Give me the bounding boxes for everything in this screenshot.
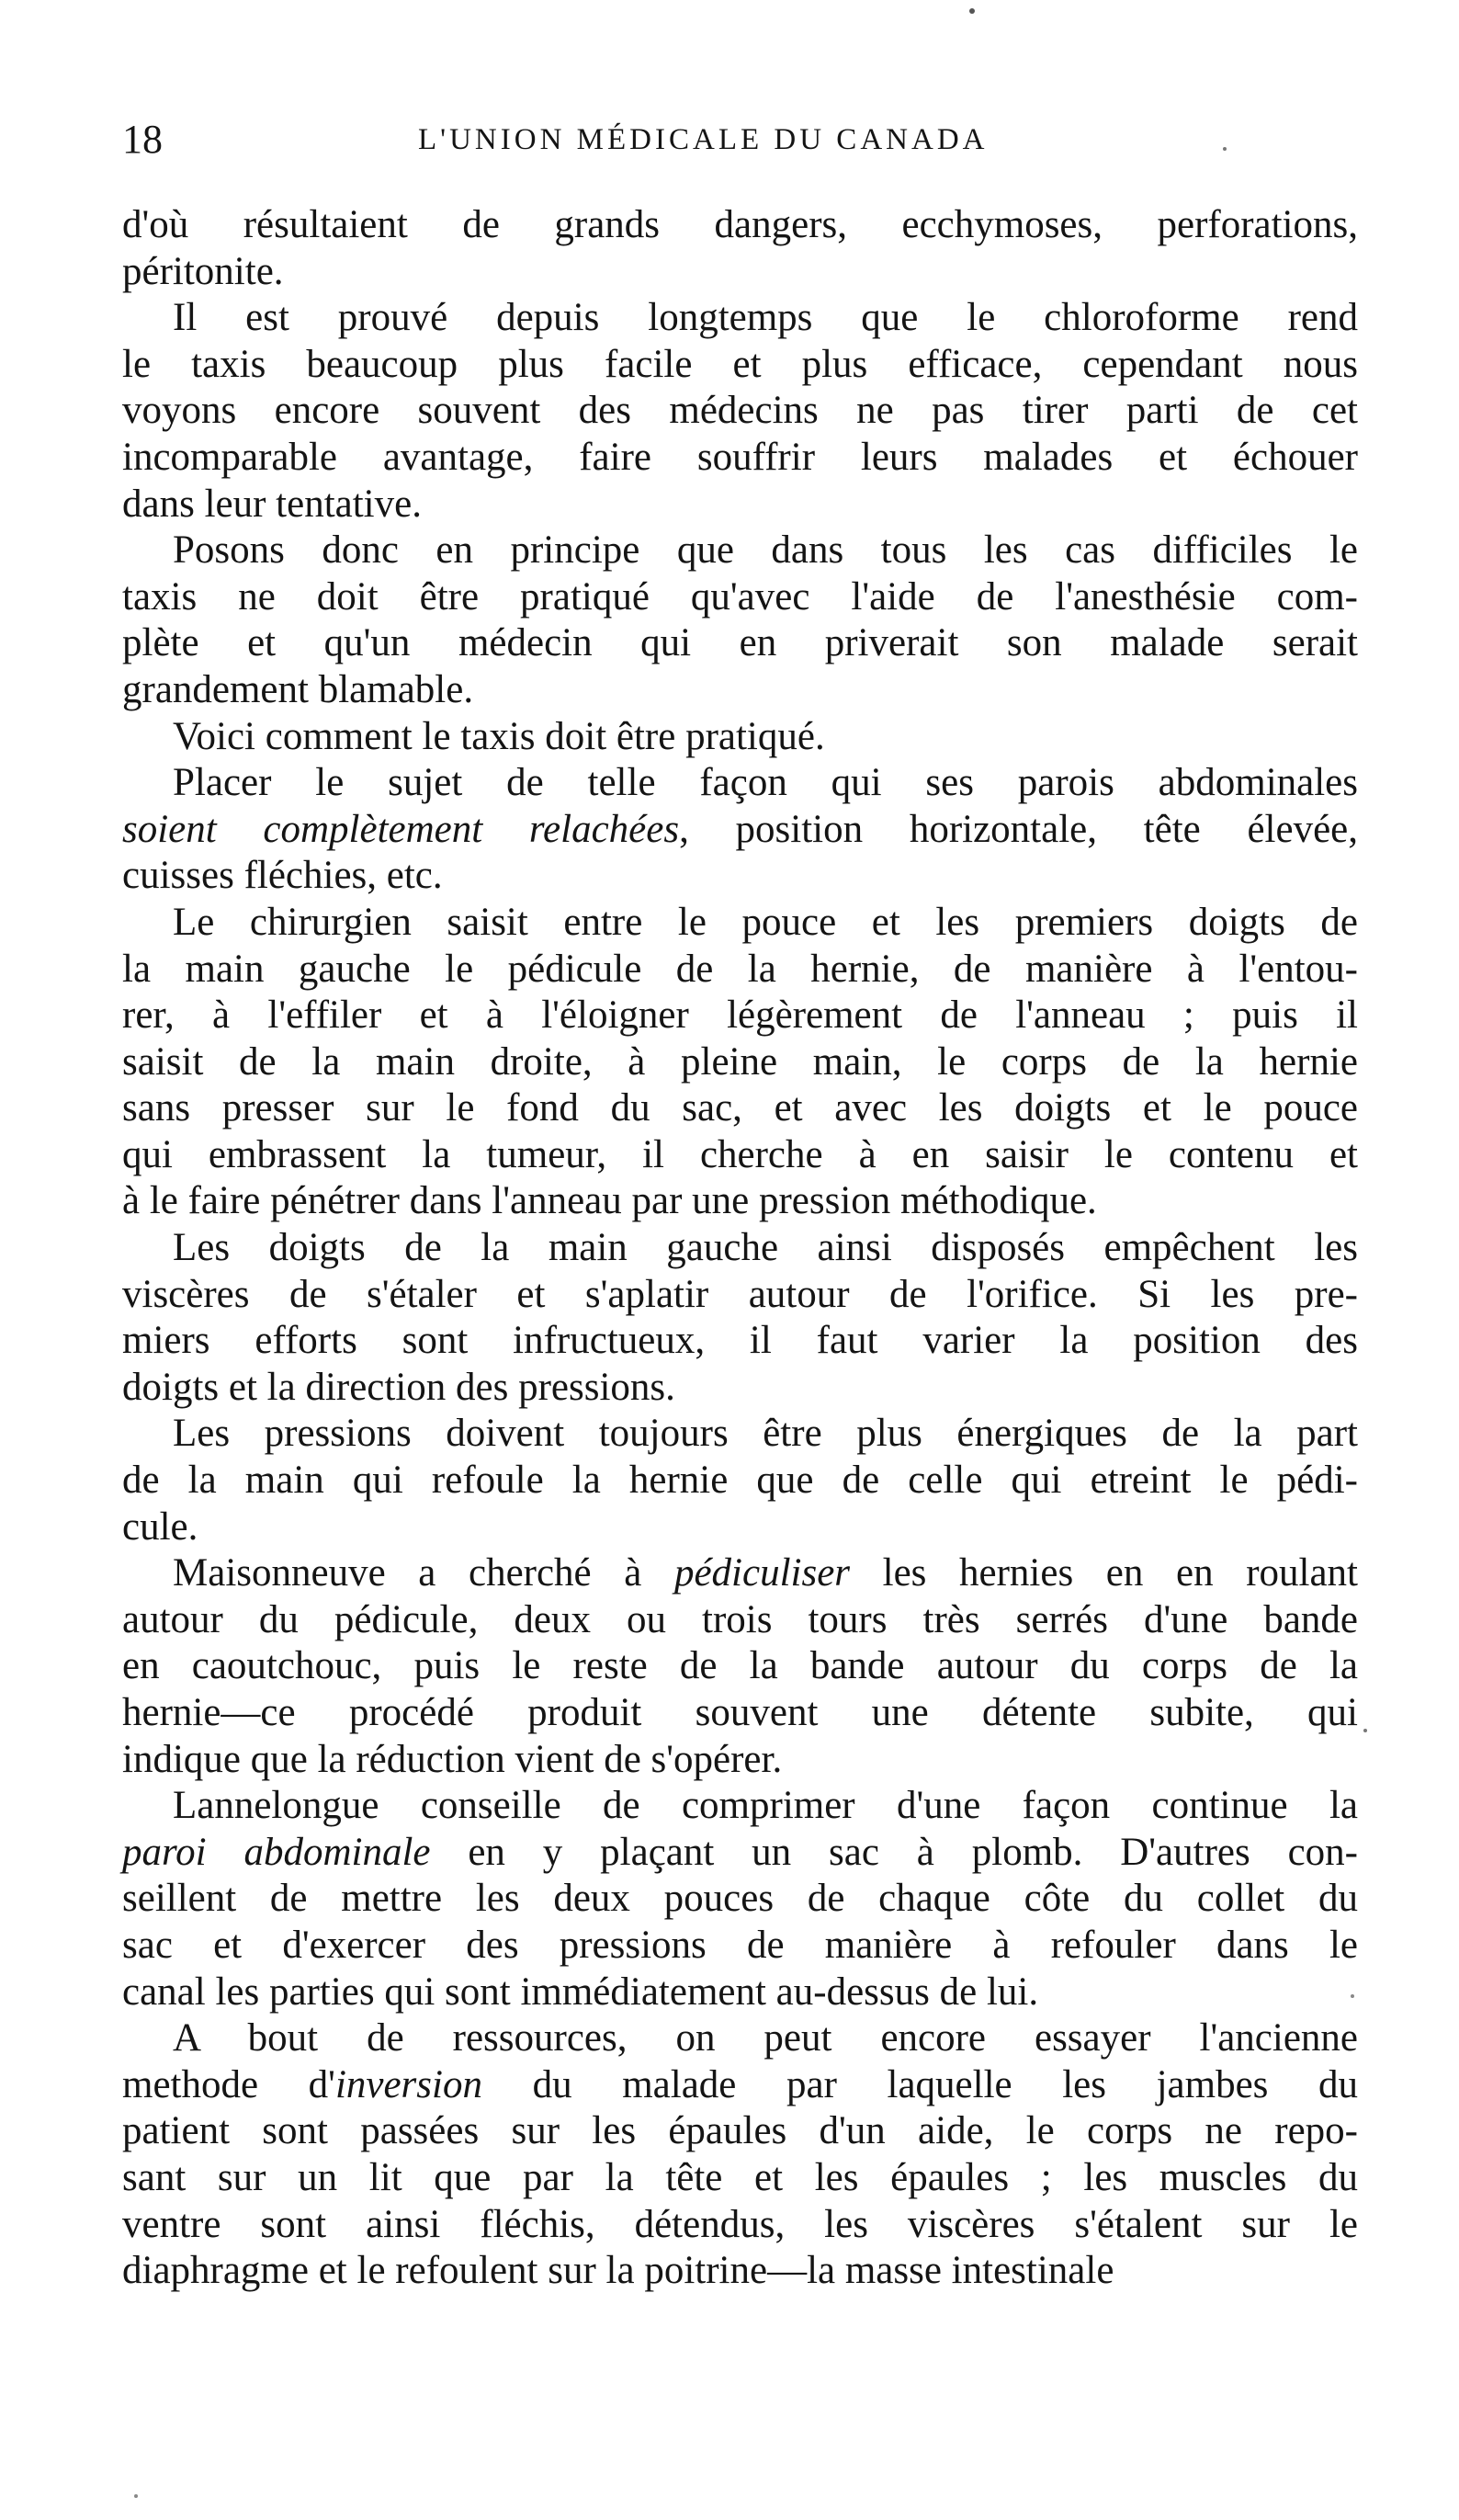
paragraph xyxy=(122,2015,1358,2295)
body-text xyxy=(122,202,1358,2295)
text-line: Posons donc en principe que dans tous les cas difficiles le xyxy=(173,528,1358,573)
text-line: Il est prouvé depuis longtemps que le chloroforme rend xyxy=(173,296,1358,340)
paragraph xyxy=(122,295,1358,528)
text-line: cule. xyxy=(122,1504,198,1549)
ink-speck xyxy=(969,8,975,14)
text-line: Les doigts de la main gauche ainsi disposés empêchent les xyxy=(173,1226,1358,1270)
text-line: incomparable avantage, faire souffrir leurs malades et échouer xyxy=(122,435,1358,479)
text-line: Les pressions doivent toujours être plus énergiques de la part xyxy=(173,1412,1358,1456)
running-head: L'UNION MÉDICALE DU CANADA xyxy=(418,123,989,156)
text-line: en caoutchouc, puis le reste de la bande autour du corps de la xyxy=(122,1644,1358,1688)
italic-phrase: soient complètement relachées xyxy=(122,807,680,851)
text-line: voyons encore souvent des médecins ne pas tirer parti de cet xyxy=(122,389,1358,433)
page-header xyxy=(122,112,1358,167)
ink-speck xyxy=(1363,1729,1367,1732)
italic-phrase: inversion xyxy=(334,2062,482,2106)
text-line: qui embrassent la tumeur, il cherche à en saisir le contenu et xyxy=(122,1132,1358,1176)
text-line: rer, à l'effiler et à l'éloigner légèrement de l'anneau ; puis il xyxy=(122,993,1358,1038)
page-number: 18 xyxy=(122,117,163,162)
text-line: paroi abdominale en y plaçant un sac à plomb. D'autres con- xyxy=(122,1830,1358,1874)
text-line: diaphragme et le refoulent sur la poitrine—la masse intestinale xyxy=(122,2249,1114,2293)
text-line: methode d'inversion du malade par laquelle les jambes du xyxy=(122,2062,1359,2106)
text-line: canal les parties qui sont immédiatement au-dessus de lui. xyxy=(122,1969,1039,2014)
text-line: plète et qu'un médecin qui en priverait son malade serait xyxy=(122,621,1358,665)
text-line: dans leur tentative. xyxy=(122,482,422,526)
text-line: Voici comment le taxis doit être pratiqué. xyxy=(173,714,825,758)
text-line: sant sur un lit que par la tête et les épaules ; les muscles du xyxy=(122,2155,1358,2199)
paragraph xyxy=(122,760,1358,900)
text-line: à le faire pénétrer dans l'anneau par une pression méthodique. xyxy=(122,1179,1097,1223)
text-line: Lannelongue conseille de comprimer d'une façon continue la xyxy=(173,1784,1358,1828)
text-line: grandement blamable. xyxy=(122,667,474,711)
paragraph xyxy=(122,1783,1358,2015)
text-line: A bout de ressources, on peut encore essayer l'ancienne xyxy=(173,2016,1358,2060)
text-line: indique que la réduction vient de s'opérer. xyxy=(122,1737,783,1781)
text-line: sans presser sur le fond du sac, et avec les doigts et le pouce xyxy=(122,1086,1358,1130)
text-line: taxis ne doit être pratiqué qu'avec l'aide de l'anesthésie com- xyxy=(122,574,1358,619)
paragraph xyxy=(122,1550,1358,1783)
ink-speck xyxy=(134,2494,138,2498)
paragraph xyxy=(122,1411,1358,1550)
text-line: Placer le sujet de telle façon qui ses parois abdominales xyxy=(173,761,1358,805)
text-line: ventre sont ainsi fléchis, détendus, les viscères s'étalent sur le xyxy=(122,2202,1358,2246)
italic-phrase: paroi abdominale xyxy=(122,1830,431,1874)
text-line: patient sont passées sur les épaules d'un aide, le corps ne repo- xyxy=(122,2109,1358,2153)
text-line: Le chirurgien saisit entre le pouce et les premiers doigts de xyxy=(173,900,1358,944)
text-line: miers efforts sont infructueux, il faut varier la position des xyxy=(122,1319,1358,1363)
text-line: d'où résultaient de grands dangers, ecchymoses, perforations, xyxy=(122,203,1358,246)
text-line: la main gauche le pédicule de la hernie, de manière à l'entou- xyxy=(122,947,1358,991)
text-line: viscères de s'étaler et s'aplatir autour de l'orifice. Si les pre- xyxy=(122,1272,1358,1316)
text-line: autour du pédicule, deux ou trois tours très serrés d'une bande xyxy=(122,1597,1358,1641)
text-line: seillent de mettre les deux pouces de chaque côte du collet du xyxy=(122,1877,1358,1921)
paragraph xyxy=(122,714,1358,761)
paragraph xyxy=(122,528,1358,713)
paragraph xyxy=(122,202,1358,295)
text-line: hernie—ce procédé produit souvent une détente subite, qui xyxy=(122,1691,1358,1734)
text-line: saisit de la main droite, à pleine main, le corps de la hernie xyxy=(122,1039,1358,1084)
text-line: sac et d'exercer des pressions de manière à refouler dans le xyxy=(122,1923,1358,1967)
text-line: cuisses fléchies, etc. xyxy=(122,854,443,898)
paragraph xyxy=(122,900,1358,1225)
text-line: Maisonneuve a cherché à pédiculiser les hernies en en roulant xyxy=(173,1551,1358,1595)
text-line: soient complètement relachées, position horizontale, tête élevée, xyxy=(122,807,1358,851)
text-line: péritonite. xyxy=(122,249,284,293)
text-line: le taxis beaucoup plus facile et plus efficace, cependant nous xyxy=(122,342,1358,386)
text-line: doigts et la direction des pressions. xyxy=(122,1365,675,1409)
text-line: de la main qui refoule la hernie que de celle qui etreint le pédi- xyxy=(122,1459,1358,1503)
italic-phrase: pédiculiser xyxy=(673,1551,851,1595)
paragraph xyxy=(122,1225,1358,1411)
